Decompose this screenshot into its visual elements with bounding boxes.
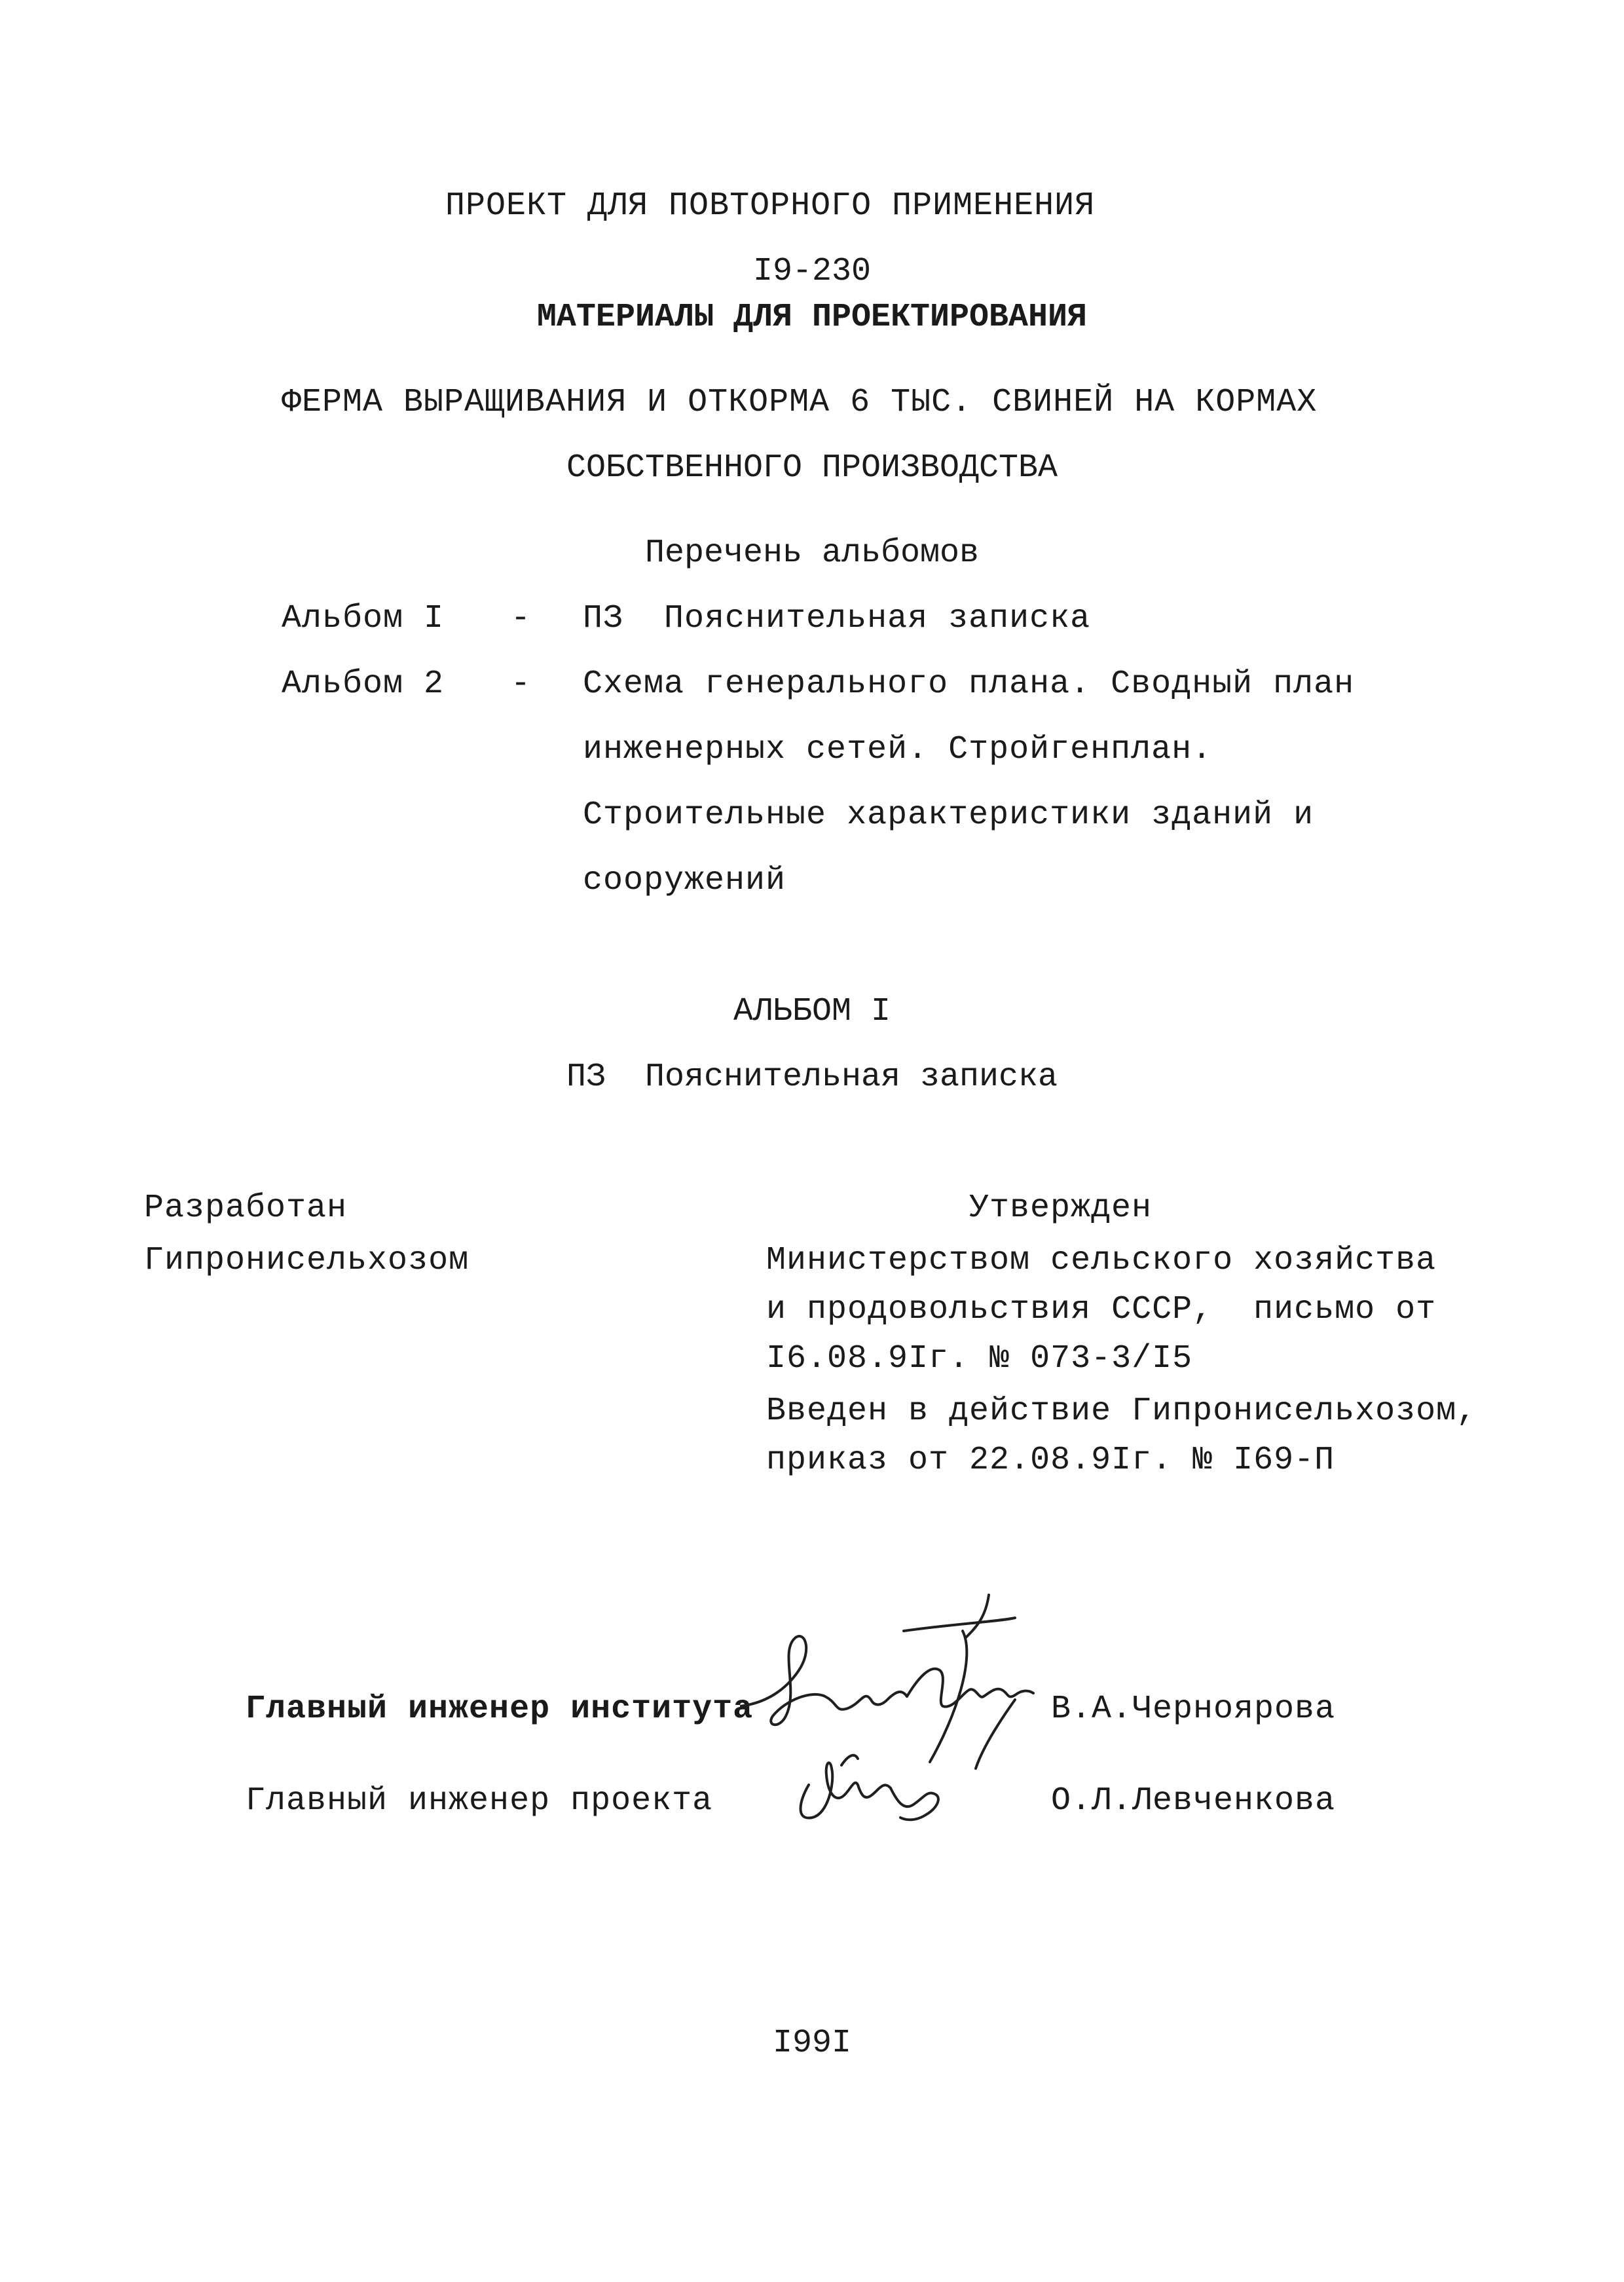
project-header: ПРОЕКТ ДЛЯ ПОВТОРНОГО ПРИМЕНЕНИЯ: [445, 187, 1096, 225]
chief-engineer-institute-name: В.А.Черноярова: [1051, 1691, 1336, 1728]
approval-line: приказ от 22.08.9Iг. № I69-П: [766, 1442, 1335, 1479]
current-album-heading: АЛЬБОМ I: [733, 993, 891, 1030]
approval-line: I6.08.9Iг. № 073-3/I5: [766, 1340, 1193, 1377]
chief-engineer-project-role: Главный инженер проекта: [246, 1782, 713, 1820]
approval-line: Введен в действие Гипронисельхозом,: [766, 1393, 1477, 1430]
approval-line: Министерством сельского хозяйства: [766, 1242, 1437, 1279]
album-1-dash: -: [511, 600, 532, 637]
developer-label: Разработан: [144, 1189, 348, 1227]
materials-heading: МАТЕРИАЛЫ ДЛЯ ПРОЕКТИРОВАНИЯ: [536, 299, 1088, 336]
project-title-line1: ФЕРМА ВЫРАЩИВАНИЯ И ОТКОРМА 6 ТЫС. СВИНЕЙ НА КОРМАХ: [282, 384, 1318, 421]
chief-engineer-institute-role: Главный инженер института: [246, 1691, 754, 1728]
album-2-description-line: сооружений: [583, 862, 786, 899]
current-album-subtitle: ПЗ Пояснительная записка: [566, 1058, 1058, 1096]
approval-line: и продовольствия СССР, письмо от: [766, 1291, 1437, 1328]
album-2-description-line: Схема генерального плана. Сводный план: [583, 665, 1355, 703]
album-2-dash: -: [511, 665, 532, 703]
developer-organization: Гипронисельхозом: [144, 1242, 470, 1279]
album-2-description-line: Строительные характеристики зданий и: [583, 796, 1314, 834]
approval-heading: Утвержден: [969, 1189, 1153, 1227]
album-1-description: ПЗ Пояснительная записка: [583, 600, 1091, 637]
project-title-line2: СОБСТВЕННОГО ПРОИЗВОДСТВА: [566, 449, 1058, 487]
signature-chief-engineer-project: [786, 1729, 969, 1827]
album-2-label: Альбом 2: [282, 665, 445, 703]
album-list-heading: Перечень альбомов: [644, 534, 980, 572]
album-1-label: Альбом I: [282, 600, 445, 637]
document-year: I99I: [772, 2025, 852, 2062]
project-number: I9-230: [752, 253, 872, 290]
chief-engineer-project-name: О.Л.Левченкова: [1051, 1782, 1336, 1820]
album-2-description-line: инженерных сетей. Стройгенплан.: [583, 731, 1213, 768]
